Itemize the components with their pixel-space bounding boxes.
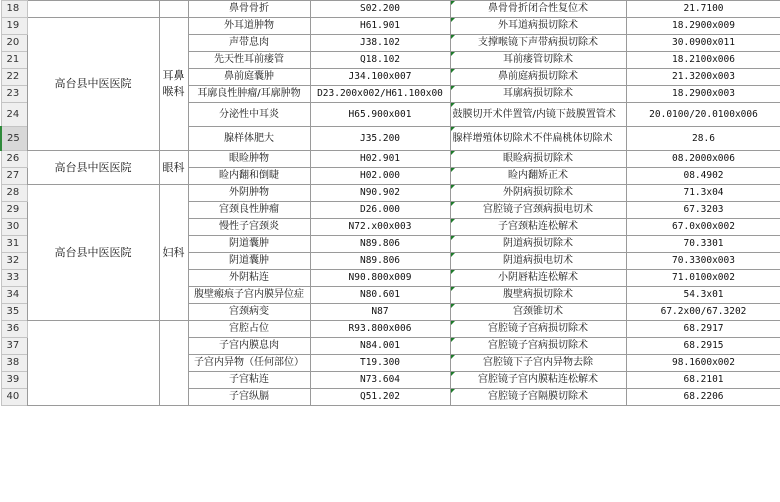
table-row[interactable] bbox=[1, 321, 780, 338]
operation-cell[interactable]: 鼻前庭病损切除术 bbox=[450, 69, 626, 86]
operation-code-cell[interactable]: 98.1600x002 bbox=[626, 355, 780, 372]
disease-cell[interactable]: 声带息肉 bbox=[188, 35, 310, 52]
department-cell[interactable]: 耳鼻喉科 bbox=[159, 18, 188, 151]
operation-cell[interactable]: 腺样增殖体切除术不伴扁桃体切除术 bbox=[450, 127, 626, 151]
disease-cell[interactable]: 耳廓良性肿瘤/耳廓肿物 bbox=[188, 86, 310, 103]
diagnosis-code-cell[interactable]: J35.200 bbox=[310, 127, 450, 151]
disease-cell[interactable]: 眼睑肿物 bbox=[188, 151, 310, 168]
row-number[interactable]: 30 bbox=[1, 219, 27, 236]
disease-cell[interactable]: 子宫纵膈 bbox=[188, 389, 310, 406]
operation-cell[interactable]: 宫腔镜子宫隔膜切除术 bbox=[450, 389, 626, 406]
operation-code-cell[interactable]: 71.3x04 bbox=[626, 185, 780, 202]
operation-cell[interactable]: 宫腔镜下子宫内异物去除 bbox=[450, 355, 626, 372]
row-number[interactable]: 19 bbox=[1, 18, 27, 35]
operation-code-cell[interactable]: 68.2101 bbox=[626, 372, 780, 389]
row-number[interactable]: 39 bbox=[1, 372, 27, 389]
operation-code-cell[interactable]: 28.6 bbox=[626, 127, 780, 151]
operation-cell[interactable]: 耳前瘘管切除术 bbox=[450, 52, 626, 69]
disease-cell[interactable]: 外耳道肿物 bbox=[188, 18, 310, 35]
operation-code-cell[interactable]: 21.3200x003 bbox=[626, 69, 780, 86]
disease-cell[interactable]: 鼻前庭囊肿 bbox=[188, 69, 310, 86]
operation-cell[interactable]: 阴道病损电切术 bbox=[450, 253, 626, 270]
disease-cell[interactable]: 阴道囊肿 bbox=[188, 253, 310, 270]
diagnosis-code-cell[interactable]: H65.900x001 bbox=[310, 103, 450, 127]
department-cell[interactable] bbox=[159, 321, 188, 406]
disease-cell[interactable]: 阴道囊肿 bbox=[188, 236, 310, 253]
row-number[interactable]: 18 bbox=[1, 1, 27, 18]
hospital-cell[interactable]: 高台县中医医院 bbox=[27, 151, 159, 185]
row-number[interactable]: 26 bbox=[1, 151, 27, 168]
operation-cell[interactable]: 宫腔镜子宫颈病损电切术 bbox=[450, 202, 626, 219]
row-number[interactable]: 38 bbox=[1, 355, 27, 372]
hospital-cell[interactable]: 高台县中医医院 bbox=[27, 18, 159, 151]
operation-code-cell[interactable]: 18.2100x006 bbox=[626, 52, 780, 69]
row-number[interactable]: 40 bbox=[1, 389, 27, 406]
row-number[interactable]: 21 bbox=[1, 52, 27, 69]
operation-code-cell[interactable]: 71.0100x002 bbox=[626, 270, 780, 287]
operation-code-cell[interactable]: 30.0900x011 bbox=[626, 35, 780, 52]
diagnosis-code-cell[interactable]: J34.100x007 bbox=[310, 69, 450, 86]
row-number[interactable]: 34 bbox=[1, 287, 27, 304]
diagnosis-code-cell[interactable]: N72.x00x003 bbox=[310, 219, 450, 236]
diagnosis-code-cell[interactable]: N89.806 bbox=[310, 253, 450, 270]
row-number[interactable]: 32 bbox=[1, 253, 27, 270]
row-number[interactable]: 28 bbox=[1, 185, 27, 202]
operation-cell[interactable]: 子宫颈粘连松解术 bbox=[450, 219, 626, 236]
operation-cell[interactable]: 腹壁病损切除术 bbox=[450, 287, 626, 304]
department-cell[interactable]: 眼科 bbox=[159, 151, 188, 185]
row-number[interactable]: 31 bbox=[1, 236, 27, 253]
diagnosis-code-cell[interactable]: Q18.102 bbox=[310, 52, 450, 69]
diagnosis-code-cell[interactable]: H02.901 bbox=[310, 151, 450, 168]
row-number[interactable]: 29 bbox=[1, 202, 27, 219]
operation-code-cell[interactable]: 70.3300x003 bbox=[626, 253, 780, 270]
operation-code-cell[interactable]: 54.3x01 bbox=[626, 287, 780, 304]
diagnosis-code-cell[interactable]: H02.000 bbox=[310, 168, 450, 185]
disease-cell[interactable]: 睑内翻和倒睫 bbox=[188, 168, 310, 185]
hospital-cell[interactable]: 高台县中医医院 bbox=[27, 185, 159, 321]
disease-cell[interactable]: 腺样体肥大 bbox=[188, 127, 310, 151]
operation-code-cell[interactable]: 67.2x00/67.3202 bbox=[626, 304, 780, 321]
operation-code-cell[interactable]: 70.3301 bbox=[626, 236, 780, 253]
row-number[interactable]: 35 bbox=[1, 304, 27, 321]
operation-cell[interactable]: 宫腔镜子宫病损切除术 bbox=[450, 321, 626, 338]
hospital-cell[interactable] bbox=[27, 321, 159, 406]
disease-cell[interactable]: 宫颈病变 bbox=[188, 304, 310, 321]
operation-code-cell[interactable]: 18.2900x003 bbox=[626, 86, 780, 103]
row-number[interactable]: 37 bbox=[1, 338, 27, 355]
disease-cell[interactable]: 子宫内异物（任何部位） bbox=[188, 355, 310, 372]
row-number[interactable]: 20 bbox=[1, 35, 27, 52]
operation-cell[interactable]: 睑内翻矫正术 bbox=[450, 168, 626, 185]
disease-cell[interactable]: 外阴肿物 bbox=[188, 185, 310, 202]
operation-code-cell[interactable]: 08.4902 bbox=[626, 168, 780, 185]
operation-cell[interactable]: 小阴唇粘连松解术 bbox=[450, 270, 626, 287]
disease-cell[interactable]: 宫颈良性肿瘤 bbox=[188, 202, 310, 219]
diagnosis-code-cell[interactable]: N89.806 bbox=[310, 236, 450, 253]
diagnosis-code-cell[interactable]: N87 bbox=[310, 304, 450, 321]
row-number[interactable]: 36 bbox=[1, 321, 27, 338]
operation-cell[interactable]: 外耳道病损切除术 bbox=[450, 18, 626, 35]
diagnosis-code-cell[interactable]: N73.604 bbox=[310, 372, 450, 389]
operation-code-cell[interactable]: 68.2917 bbox=[626, 321, 780, 338]
row-number[interactable]: 33 bbox=[1, 270, 27, 287]
operation-cell[interactable]: 阴道病损切除术 bbox=[450, 236, 626, 253]
diagnosis-code-cell[interactable]: S02.200 bbox=[310, 1, 450, 18]
diagnosis-code-cell[interactable]: N90.902 bbox=[310, 185, 450, 202]
row-number[interactable]: 27 bbox=[1, 168, 27, 185]
hospital-cell[interactable] bbox=[27, 1, 159, 18]
department-cell[interactable]: 妇科 bbox=[159, 185, 188, 321]
operation-code-cell[interactable]: 68.2915 bbox=[626, 338, 780, 355]
operation-code-cell[interactable]: 21.7100 bbox=[626, 1, 780, 18]
disease-cell[interactable]: 腹壁瘢痕子宫内膜异位症 bbox=[188, 287, 310, 304]
operation-code-cell[interactable]: 08.2000x006 bbox=[626, 151, 780, 168]
operation-code-cell[interactable]: 67.0x00x002 bbox=[626, 219, 780, 236]
row-number[interactable]: 22 bbox=[1, 69, 27, 86]
diagnosis-code-cell[interactable]: T19.300 bbox=[310, 355, 450, 372]
diagnosis-code-cell[interactable]: D23.200x002/H61.100x00 bbox=[310, 86, 450, 103]
operation-cell[interactable]: 鼻骨骨折闭合性复位术 bbox=[450, 1, 626, 18]
disease-cell[interactable]: 先天性耳前瘘管 bbox=[188, 52, 310, 69]
operation-cell[interactable]: 宫腔镜子宫内膜粘连松解术 bbox=[450, 372, 626, 389]
diagnosis-code-cell[interactable]: R93.800x006 bbox=[310, 321, 450, 338]
operation-cell[interactable]: 耳廓病损切除术 bbox=[450, 86, 626, 103]
diagnosis-code-cell[interactable]: N90.800x009 bbox=[310, 270, 450, 287]
operation-cell[interactable]: 眼睑病损切除术 bbox=[450, 151, 626, 168]
row-number[interactable]: 25 bbox=[1, 127, 27, 151]
operation-cell[interactable]: 鼓膜切开术伴置管/内镜下鼓膜置管术 bbox=[450, 103, 626, 127]
disease-cell[interactable]: 外阴粘连 bbox=[188, 270, 310, 287]
operation-code-cell[interactable]: 67.3203 bbox=[626, 202, 780, 219]
operation-cell[interactable]: 宫腔镜子宫病损切除术 bbox=[450, 338, 626, 355]
operation-cell[interactable]: 外阴病损切除术 bbox=[450, 185, 626, 202]
department-cell[interactable] bbox=[159, 1, 188, 18]
row-number[interactable]: 24 bbox=[1, 103, 27, 127]
diagnosis-code-cell[interactable]: D26.000 bbox=[310, 202, 450, 219]
disease-cell[interactable]: 宫腔占位 bbox=[188, 321, 310, 338]
table-row[interactable] bbox=[1, 1, 780, 18]
disease-cell[interactable]: 子宫粘连 bbox=[188, 372, 310, 389]
operation-code-cell[interactable]: 20.0100/20.0100x006 bbox=[626, 103, 780, 127]
disease-cell[interactable]: 分泌性中耳炎 bbox=[188, 103, 310, 127]
operation-cell[interactable]: 支撑喉镜下声带病损切除术 bbox=[450, 35, 626, 52]
disease-cell[interactable]: 鼻骨骨折 bbox=[188, 1, 310, 18]
table-row[interactable] bbox=[1, 151, 780, 168]
diagnosis-code-cell[interactable]: H61.901 bbox=[310, 18, 450, 35]
diagnosis-code-cell[interactable]: J38.102 bbox=[310, 35, 450, 52]
disease-cell[interactable]: 慢性子宫颈炎 bbox=[188, 219, 310, 236]
table-row[interactable] bbox=[1, 185, 780, 202]
operation-code-cell[interactable]: 18.2900x009 bbox=[626, 18, 780, 35]
operation-cell[interactable]: 宫颈锥切术 bbox=[450, 304, 626, 321]
row-number[interactable]: 23 bbox=[1, 86, 27, 103]
disease-cell[interactable]: 子宫内膜息肉 bbox=[188, 338, 310, 355]
diagnosis-code-cell[interactable]: N84.001 bbox=[310, 338, 450, 355]
table-row[interactable] bbox=[1, 18, 780, 35]
diagnosis-code-cell[interactable]: Q51.202 bbox=[310, 389, 450, 406]
operation-code-cell[interactable]: 68.2206 bbox=[626, 389, 780, 406]
diagnosis-code-cell[interactable]: N80.601 bbox=[310, 287, 450, 304]
